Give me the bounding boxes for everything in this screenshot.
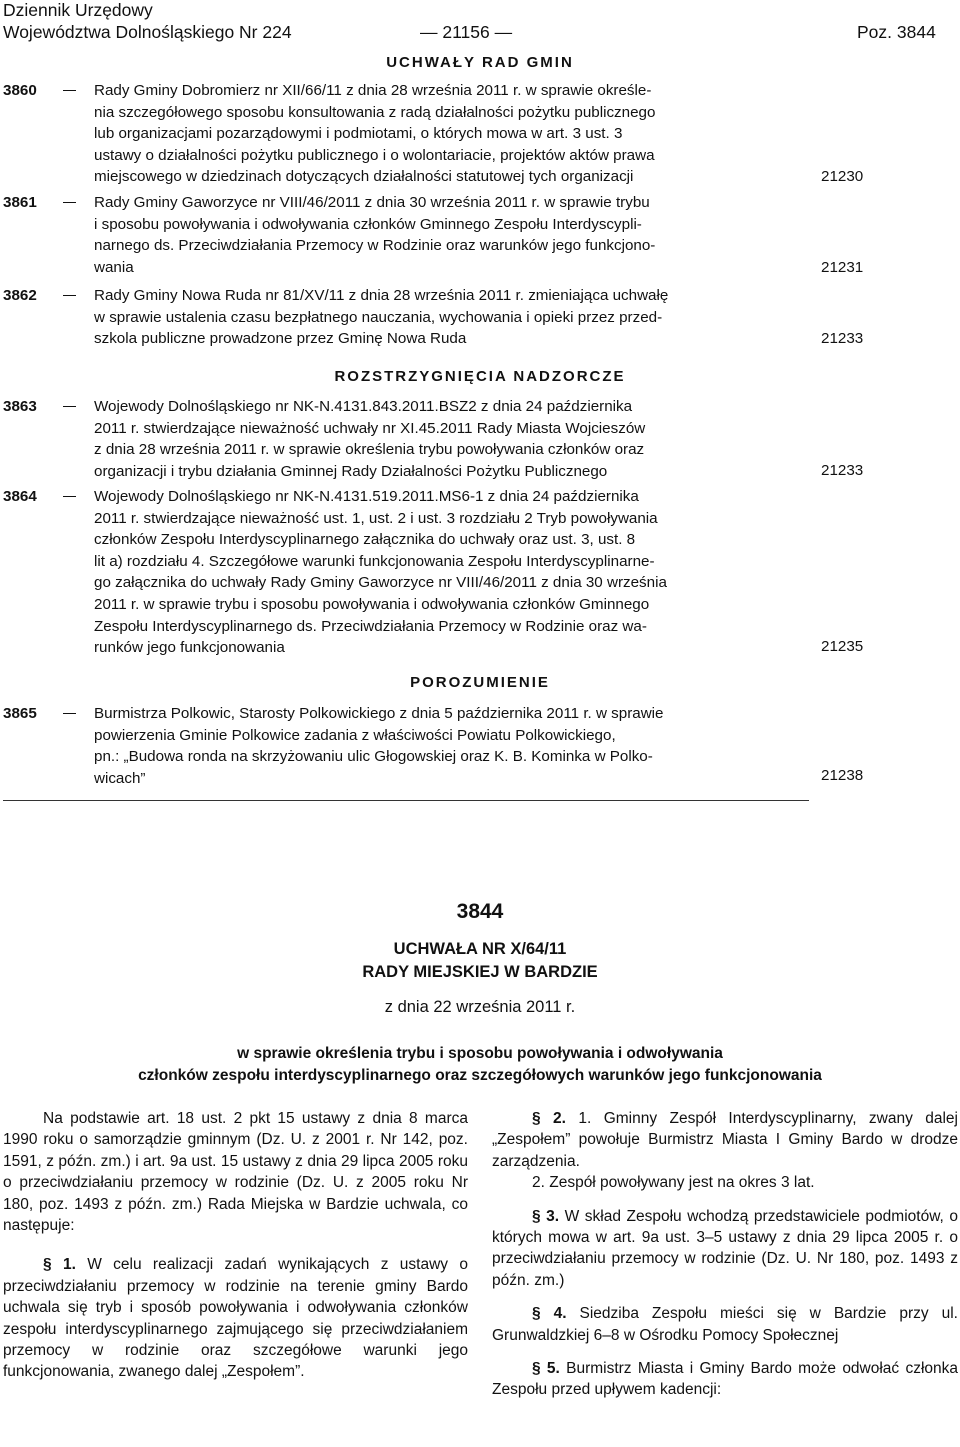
entry-line: szkola publiczne prowadzone przez Gminę Nowa Ruda (94, 330, 467, 348)
entry-line: Burmistrza Polkowic, Starosty Polkowickiego z dnia 5 października 2011 r. w sprawie (94, 705, 664, 722)
paragraph-4 (492, 1303, 958, 1346)
entry-text (94, 703, 786, 789)
entry-line: ustawy o działalności pożytku publicznego i o wolontariacie, projektów aktów prawa (94, 146, 655, 164)
entry-dash (63, 202, 76, 203)
entry-line: Wojewody Dolnośląskiego nr NK-N.4131.843.2011.BSZ2 z dnia 24 października (94, 398, 633, 415)
index-entry (0, 486, 960, 666)
entry-line: narnego ds. Przeciwdziałania Przemocy w Rodzinie oraz warunków jego funkcjono- (94, 237, 656, 255)
entry-text (94, 285, 786, 350)
paragraph-text: Burmistrz Miasta i Gminy Bardo może odwołać członka Zespołu przed upływem kadencji: (492, 1360, 959, 1399)
index-entry (0, 285, 960, 355)
entry-line: Rady Gminy Dobromierz nr XII/66/11 z dnia 28 września 2011 r. w sprawie określe- (94, 82, 652, 99)
act-issuer: RADY MIEJSKIEJ W BARDZIE (362, 963, 598, 981)
section-title: ROZSTRZYGNIĘCIA NADZORCZE (334, 368, 626, 385)
entry-page: 21230 (821, 168, 864, 185)
entry-line: Zespołu Interdyscyplinarnego ds. Przeciwdziałania Przemocy w Rodzinie oraz wa- (94, 617, 647, 635)
entry-line: runków jego funkcjonowania (94, 639, 285, 657)
entry-dash (63, 713, 76, 714)
entry-line: z dnia 28 września 2011 r. w sprawie określenia trybu powoływania członków oraz (94, 441, 645, 459)
section-title: POROZUMIENIE (410, 674, 550, 691)
divider-rule (3, 800, 809, 801)
paragraph-mark: § 5. (532, 1360, 560, 1378)
act-title: UCHWAŁA NR X/64/11 (393, 940, 567, 958)
entry-text (94, 396, 786, 482)
entry-line: 2011 r. w sprawie trybu i sposobu powoływania i odwoływania członków Gminnego (94, 595, 650, 613)
left-column (3, 1108, 468, 1383)
index-entry (0, 703, 960, 793)
entry-line: nia szczegółowego sposobu konsultowania z radą działalności pożytku publicznego (94, 103, 656, 121)
act-subject-line1: w sprawie określenia trybu i sposobu powoływania i odwoływania (237, 1045, 723, 1062)
journal-title-line2: Województwa Dolnośląskiego Nr 224 (3, 22, 292, 42)
paragraph-2 (492, 1108, 958, 1172)
index-entry (0, 192, 960, 282)
journal-title-line1: Dziennik Urzędowy (3, 0, 153, 20)
entry-line: pn.: „Budowa ronda na skrzyżowaniu ulic Głogowskiej oraz K. B. Kominka w Polko- (94, 748, 653, 766)
section-title: UCHWAŁY RAD GMIN (386, 54, 574, 71)
paragraph-text: Siedziba Zespołu mieści się w Bardzie przy ul. Grunwaldzkiej 6–8 w Ośrodku Pomocy Społecznej (492, 1305, 958, 1344)
index-entry (0, 80, 960, 190)
entry-page: 21235 (821, 638, 864, 655)
paragraph-text: 1. Gminny Zespół Interdyscyplinarny, zwany dalej „Zespołem” powołuje Burmistrz Miasta I Gminy Bardo w drodze zarządzenia. (492, 1110, 958, 1170)
entry-dash (63, 496, 76, 497)
paragraph-mark: § 3. (532, 1207, 560, 1225)
entry-line: w sprawie ustalenia czasu bezpłatnego nauczania, wychowania i opieki przez przed- (94, 308, 663, 326)
act-date: z dnia 22 września 2011 r. (384, 998, 576, 1016)
entry-line: powierzenia Gminie Polkowice zadania z właściwości Powiatu Polkowickiego, (94, 726, 616, 744)
journal-title (3, 0, 292, 43)
page-number: — 21156 — (420, 22, 513, 42)
entry-page: 21233 (821, 330, 864, 347)
entry-page: 21238 (821, 767, 864, 784)
entry-line: Wojewody Dolnośląskiego nr NK-N.4131.519.2011.MS6-1 z dnia 24 października (94, 488, 639, 505)
entry-page: 21233 (821, 462, 864, 479)
act-subject-line2: członków zespołu interdyscyplinarnego oraz szczegółowych warunków jego funkcjonowania (138, 1067, 822, 1084)
entry-line: wania (94, 258, 134, 276)
paragraph-mark: § 2. (532, 1110, 566, 1127)
entry-text (94, 486, 786, 659)
entry-number: 3862 (3, 287, 37, 304)
entry-number: 3864 (3, 488, 37, 505)
entry-line: organizacji i trybu działania Gminnej Rady Działalności Pożytku Publicznego (94, 462, 608, 480)
entry-number: 3865 (3, 705, 37, 722)
entry-line: Rady Gminy Nowa Ruda nr 81/XV/11 z dnia 28 września 2011 r. zmieniająca uchwałę (94, 287, 669, 304)
preamble: Na podstawie art. 18 ust. 2 pkt 15 ustawy z dnia 8 marca 1990 roku o samorządzie gminnym (Dz. U. z 2001 r. Nr 142, poz. 1591, z późn. zm.) i art. 9a ust. 15 ustawy z dnia 29 lipca 2005 roku o przeciwdziałaniu przemocy w rodzinie (Dz. U. z 2005 roku Nr 180, poz. 1493 z późn. zm.) Rada Miejska w Bardzie uchwala, co następuje: (3, 1110, 468, 1235)
paragraph-5 (492, 1358, 958, 1401)
entry-line: miejscowego w dziedzinach dotyczących działalności statutowej tych organizacji (94, 168, 634, 186)
entry-line: członków Zespołu Interdyscyplinarnego załącznika do uchwały oraz ust. 3, ust. 8 (94, 531, 636, 549)
entry-text (94, 80, 786, 188)
entry-dash (63, 90, 76, 91)
entry-dash (63, 295, 76, 296)
entry-dash (63, 406, 76, 407)
right-column (492, 1108, 958, 1401)
entry-line: 2011 r. stwierdzające nieważność uchwały nr XI.45.2011 Rady Miasta Wojcieszów (94, 419, 646, 437)
entry-line: lub organizacjami pozarządowymi i podmiotami, o których mowa w art. 3 ust. 3 (94, 125, 623, 143)
entry-line: go załącznika do uchwały Rady Gminy Gaworzyce nr VIII/46/2011 z dnia 30 września (94, 574, 667, 592)
entry-text (94, 192, 786, 278)
paragraph-text: W skład Zespołu wchodzą przedstawiciele podmiotów, o których mowa w art. 9a ust. 3–5 ustawy z dnia 29 lipca 2005 r. o przeciwdziałaniu przemocy w rodzinie (Dz. U. Nr 180, poz. 1493 z późn. zm.) (492, 1207, 958, 1289)
entry-number: 3861 (3, 194, 37, 211)
paragraph-mark: § 1. (43, 1256, 76, 1274)
entry-line: 2011 r. stwierdzające nieważność ust. 1, ust. 2 i ust. 3 rozdziału 2 Tryb powoływania (94, 509, 658, 527)
paragraph-text: W celu realizacji zadań wynikających z ustawy o przeciwdziałaniu przemocy w rodzinie na terenie gminy Bardo uchwala się tryb i sposób powoływania i odwoływania członków zespołu interdyscyplinarnego zajmującego się przeciwdziałaniem przemocy w rodzinie oraz szczegółowe warunki jego funkcjonowania, zwanego dalej „Zespołem”. (3, 1256, 468, 1381)
act-number: 3844 (456, 900, 504, 923)
entry-number: 3860 (3, 82, 37, 99)
entry-page: 21231 (821, 259, 864, 276)
entry-line: lit a) rozdziału 4. Szczegółowe warunki funkcjonowania Zespołu Interdyscyplinarne- (94, 552, 655, 570)
position-number: Poz. 3844 (857, 22, 936, 42)
index-entry (0, 396, 960, 486)
paragraph-3 (492, 1206, 958, 1292)
entry-line: wicach” (94, 769, 146, 787)
paragraph-2-item-2: 2. Zespół powoływany jest na okres 3 lat. (532, 1174, 815, 1192)
entry-line: Rady Gminy Gaworzyce nr VIII/46/2011 z dnia 30 września 2011 r. w sprawie trybu (94, 194, 650, 211)
entry-line: i sposobu powoływania i odwoływania członków Gminnego Zespołu Interdyscypli- (94, 215, 642, 233)
paragraph-mark: § 4. (532, 1305, 567, 1323)
entry-number: 3863 (3, 398, 37, 415)
paragraph-1 (3, 1254, 468, 1382)
